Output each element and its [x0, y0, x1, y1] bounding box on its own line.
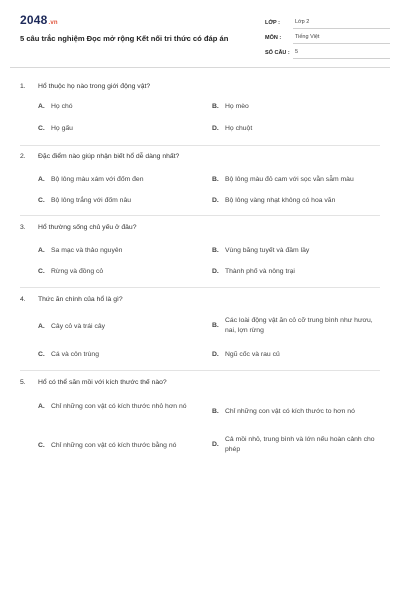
meta-label: SỐ CÂU :: [265, 50, 290, 56]
option-1a[interactable]: [38, 102, 201, 112]
option-letter: B.: [212, 247, 219, 254]
meta-label: LỚP :: [265, 20, 280, 26]
option-text: Chỉ những con vật có kích thước nhỏ hơn nó: [51, 403, 187, 410]
option-text: Họ gấu: [51, 125, 73, 132]
option-2d[interactable]: [212, 196, 395, 206]
option-text: Các loài động vật ăn cỏ cỡ trung bình như hươu, nai, lợn rừng: [225, 317, 373, 334]
meta-row-class: [265, 14, 390, 29]
option-letter: C.: [38, 442, 45, 449]
option-2c[interactable]: [38, 196, 201, 206]
option-text: Chỉ những con vật có kích thước to hơn nó: [225, 408, 355, 415]
option-letter: B.: [212, 408, 219, 415]
question-prompt: Hổ có thể săn mồi với kích thước thế nào?: [38, 378, 167, 386]
option-4a[interactable]: [38, 322, 201, 332]
option-4c[interactable]: [38, 350, 201, 360]
question-2: [20, 150, 380, 162]
meta-row-subject: [265, 29, 390, 44]
question-4: [20, 293, 380, 305]
option-letter: C.: [38, 125, 45, 132]
meta-row-count: [265, 44, 390, 59]
meta-value: Tiếng Việt: [293, 29, 390, 44]
question-number: 5.: [20, 378, 26, 386]
option-letter: D.: [212, 441, 219, 448]
question-text: [20, 293, 380, 305]
option-text: Cả mồi nhỏ, trung bình và lớn nếu hoàn cảnh cho phép: [225, 436, 375, 453]
meta-value: 5: [293, 44, 390, 59]
document-title: 5 câu trắc nghiệm Đọc mở rộng Kết nối tri thức có đáp án: [20, 34, 229, 43]
option-4b[interactable]: [212, 316, 380, 336]
question-prompt: Thức ăn chính của hổ là gì?: [38, 295, 123, 303]
question-number: 1.: [20, 82, 26, 90]
option-3a[interactable]: [38, 246, 201, 256]
divider: [20, 287, 380, 288]
option-letter: B.: [212, 176, 219, 183]
option-1b[interactable]: [212, 102, 375, 112]
option-text: Ngũ cốc và rau củ: [225, 351, 280, 358]
logo-main-text: 2048: [20, 13, 48, 27]
option-3b[interactable]: [212, 246, 375, 256]
option-2b[interactable]: [212, 175, 395, 185]
option-text: Bộ lông vàng nhạt không có hoa văn: [225, 197, 336, 204]
question-3: [20, 221, 380, 233]
option-letter: C.: [38, 268, 45, 275]
option-letter: A.: [38, 176, 45, 183]
option-text: Họ chó: [51, 103, 73, 110]
option-letter: A.: [38, 403, 45, 410]
question-5: [20, 376, 380, 388]
option-text: Bộ lông màu đỏ cam với sọc vằn sẫm màu: [225, 176, 354, 183]
option-text: Rừng và đồng cỏ: [51, 268, 104, 275]
option-letter: D.: [212, 268, 219, 275]
divider: [20, 215, 380, 216]
option-letter: D.: [212, 351, 219, 358]
site-logo[interactable]: [20, 13, 58, 27]
question-prompt: Hổ thường sống chủ yếu ở đâu?: [38, 223, 137, 231]
option-5c[interactable]: [38, 441, 201, 451]
option-letter: C.: [38, 197, 45, 204]
question-prompt: Hổ thuộc họ nào trong giới động vật?: [38, 82, 151, 90]
option-4d[interactable]: [212, 350, 375, 360]
option-text: Bộ lông màu xám với đốm đen: [51, 176, 144, 183]
option-3d[interactable]: [212, 267, 375, 277]
logo-sub-text: .vn: [48, 20, 58, 26]
divider: [20, 145, 380, 146]
meta-info: [265, 14, 390, 59]
question-1: [20, 80, 380, 92]
question-number: 2.: [20, 152, 26, 160]
option-letter: C.: [38, 351, 45, 358]
divider: [20, 370, 380, 371]
option-text: Chỉ những con vật có kích thước bằng nó: [51, 442, 177, 449]
option-letter: B.: [212, 322, 219, 329]
option-text: Thành phố và nông trại: [225, 268, 295, 275]
option-letter: B.: [212, 103, 219, 110]
option-5d[interactable]: [212, 435, 380, 455]
question-number: 4.: [20, 295, 26, 303]
question-text: [20, 221, 380, 233]
option-letter: A.: [38, 247, 45, 254]
option-1d[interactable]: [212, 124, 375, 134]
question-text: [20, 150, 380, 162]
option-text: Họ mèo: [225, 103, 249, 110]
page-header: [10, 0, 390, 68]
option-text: Cây cỏ và trái cây: [51, 323, 106, 330]
option-letter: D.: [212, 125, 219, 132]
option-3c[interactable]: [38, 267, 201, 277]
option-text: Cá và côn trùng: [51, 351, 99, 358]
meta-value: Lớp 2: [293, 14, 390, 29]
option-5a[interactable]: [38, 402, 191, 412]
option-text: Họ chuột: [225, 125, 253, 132]
option-letter: D.: [212, 197, 219, 204]
option-text: Sa mạc và thảo nguyên: [51, 247, 123, 254]
option-5b[interactable]: [212, 407, 395, 417]
option-2a[interactable]: [38, 175, 201, 185]
question-text: [20, 376, 380, 388]
meta-label: MÔN :: [265, 35, 282, 41]
question-prompt: Đặc điểm nào giúp nhận biết hổ dễ dàng nhất?: [38, 152, 180, 160]
option-letter: A.: [38, 103, 45, 110]
option-1c[interactable]: [38, 124, 201, 134]
question-number: 3.: [20, 223, 26, 231]
option-letter: A.: [38, 323, 45, 330]
question-text: [20, 80, 380, 92]
option-text: Bộ lông trắng với đốm nâu: [51, 197, 132, 204]
option-text: Vùng băng tuyết và đầm lầy: [225, 247, 310, 254]
